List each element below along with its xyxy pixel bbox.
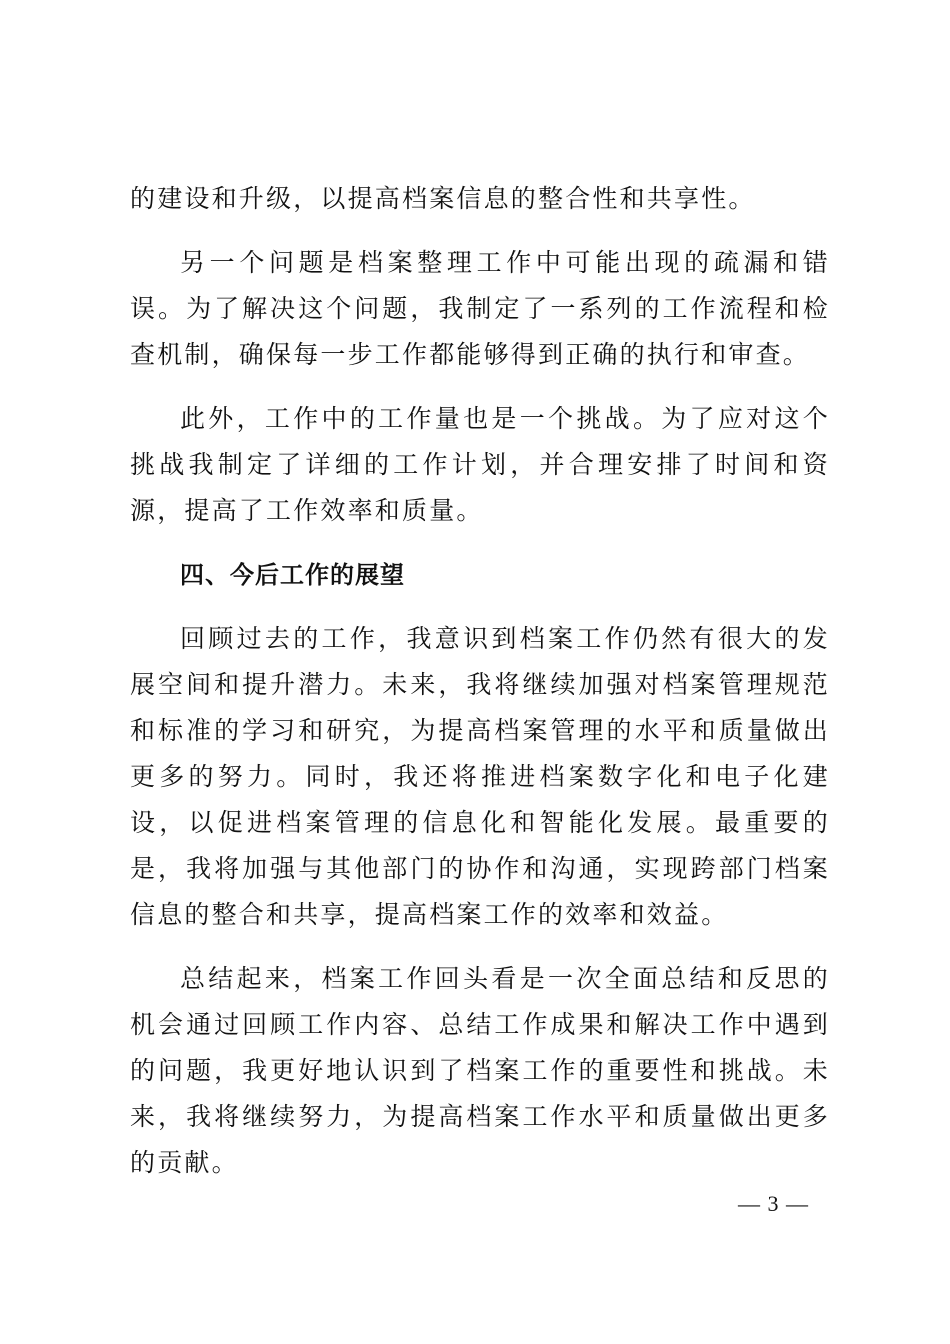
paragraph-errors: 另一个问题是档案整理工作中可能出现的疏漏和错误。为了解决这个问题，我制定了一系列的工作流程和检查机制，确保每一步工作都能够得到正确的执行和审查。 [130, 248, 830, 369]
paragraph-summary: 总结起来，档案工作回头看是一次全面总结和反思的机会通过回顾工作内容、总结工作成果和解决工作中遇到的问题，我更好地认识到了档案工作的重要性和挑战。未来，我将继续努力，为提高档案工作水平和质量做出更多的贡献。 [130, 964, 830, 1177]
page-number: — 3 — [738, 1191, 809, 1216]
paragraph-workload: 此外，工作中的工作量也是一个挑战。为了应对这个挑战我制定了详细的工作计划，并合理安排了时间和资源，提高了工作效率和质量。 [130, 404, 830, 525]
paragraph-outlook: 回顾过去的工作，我意识到档案工作仍然有很大的发展空间和提升潜力。未来，我将继续加强对档案管理规范和标准的学习和研究，为提高档案管理的水平和质量做出更多的努力。同时，我还将推进档案数字化和电子化建设，以促进档案管理的信息化和智能化发展。最重要的是，我将加强与其他部门的协作和沟通，实现跨部门档案信息的整合和共享，提高档案工作的效率和效益。 [130, 624, 830, 929]
document-body [130, 176, 830, 1186]
paragraph-continuation: 的建设和升级，以提高档案信息的整合性和共享性。 [130, 184, 756, 213]
section-heading: 四、今后工作的展望 [180, 561, 405, 589]
